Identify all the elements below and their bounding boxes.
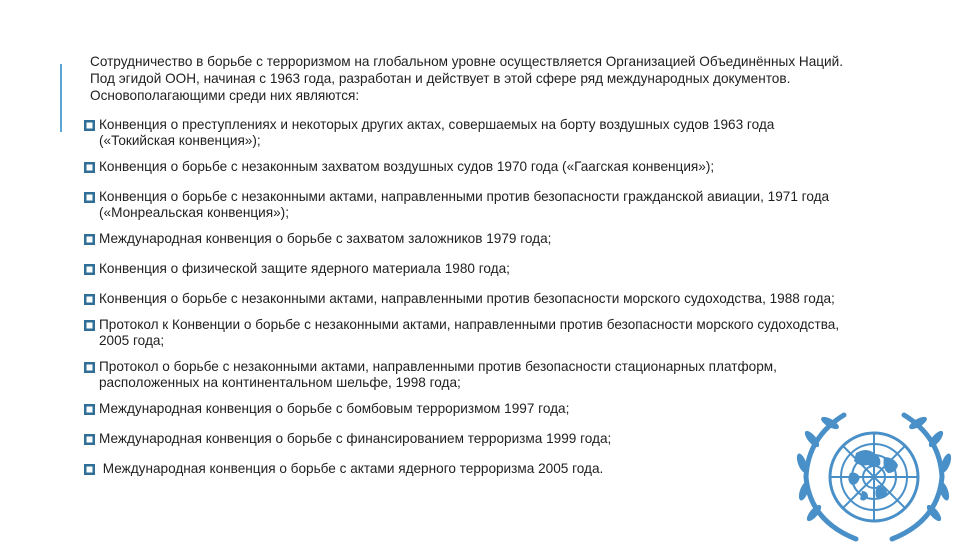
- conventions-list: [84, 117, 844, 477]
- list-item-text: Конвенция о борьбе с незаконными актами, направленными против безопасности гражданской авиации, 1971 года («Монреальская конвенция»);: [99, 189, 830, 220]
- intro-paragraph: Сотрудничество в борьбе с терроризмом на глобальном уровне осуществляется Организацией Объединённых Наций. Под эгидой ООН, начиная с 1963 года, разработан и действует в этой сфере ряд международных документов. Основополагающими среди них являются:: [90, 54, 844, 103]
- checkbox-bullet-icon: [84, 464, 95, 475]
- checkbox-bullet-icon: [84, 320, 95, 331]
- list-item-text: Протокол к Конвенции о борьбе с незаконными актами, направленными против безопасности морского судоходства, 2005 года;: [99, 317, 840, 348]
- list-item: [84, 189, 844, 221]
- list-item-text: Конвенция о преступлениях и некоторых других актах, совершаемых на борту воздушных судов 1963 года («Токийская конвенция»);: [99, 117, 775, 148]
- checkbox-bullet-icon: [84, 404, 95, 415]
- list-item: [84, 431, 844, 447]
- un-emblem-icon: [786, 393, 960, 543]
- list-item-text: Международная конвенция о борьбе с актами ядерного терроризма 2005 года.: [99, 461, 604, 476]
- checkbox-bullet-icon: [84, 234, 95, 245]
- list-item-text: Международная конвенция о борьбе с бомбовым терроризмом 1997 года;: [99, 401, 570, 416]
- list-item: [84, 461, 844, 477]
- list-item: [84, 317, 844, 349]
- list-item: [84, 231, 844, 247]
- list-item-text: Конвенция о борьбе с незаконными актами, направленными против безопасности морского судоходства, 1988 года;: [99, 291, 835, 306]
- list-item: [84, 117, 844, 149]
- list-item-text: Конвенция о борьбе с незаконным захватом воздушных судов 1970 года («Гаагская конвенция»);: [99, 159, 715, 174]
- checkbox-bullet-icon: [84, 264, 95, 275]
- list-item-text: Протокол о борьбе с незаконными актами, направленными против безопасности стационарных платформ, расположенных на континентальном шельфе, 1998 года;: [99, 359, 777, 390]
- list-item-text: Международная конвенция о борьбе с финансированием терроризма 1999 года;: [99, 431, 612, 446]
- checkbox-bullet-icon: [84, 162, 95, 173]
- accent-bar: [60, 64, 62, 132]
- list-item-text: Международная конвенция о борьбе с захватом заложников 1979 года;: [99, 231, 552, 246]
- checkbox-bullet-icon: [84, 362, 95, 373]
- checkbox-bullet-icon: [84, 294, 95, 305]
- list-item: [84, 359, 844, 391]
- list-item: [84, 291, 844, 307]
- checkbox-bullet-icon: [84, 192, 95, 203]
- list-item-text: Конвенция о физической защите ядерного материала 1980 года;: [99, 261, 510, 276]
- checkbox-bullet-icon: [84, 120, 95, 131]
- list-item: [84, 401, 844, 417]
- checkbox-bullet-icon: [84, 434, 95, 445]
- list-item: [84, 261, 844, 277]
- list-item: [84, 159, 844, 175]
